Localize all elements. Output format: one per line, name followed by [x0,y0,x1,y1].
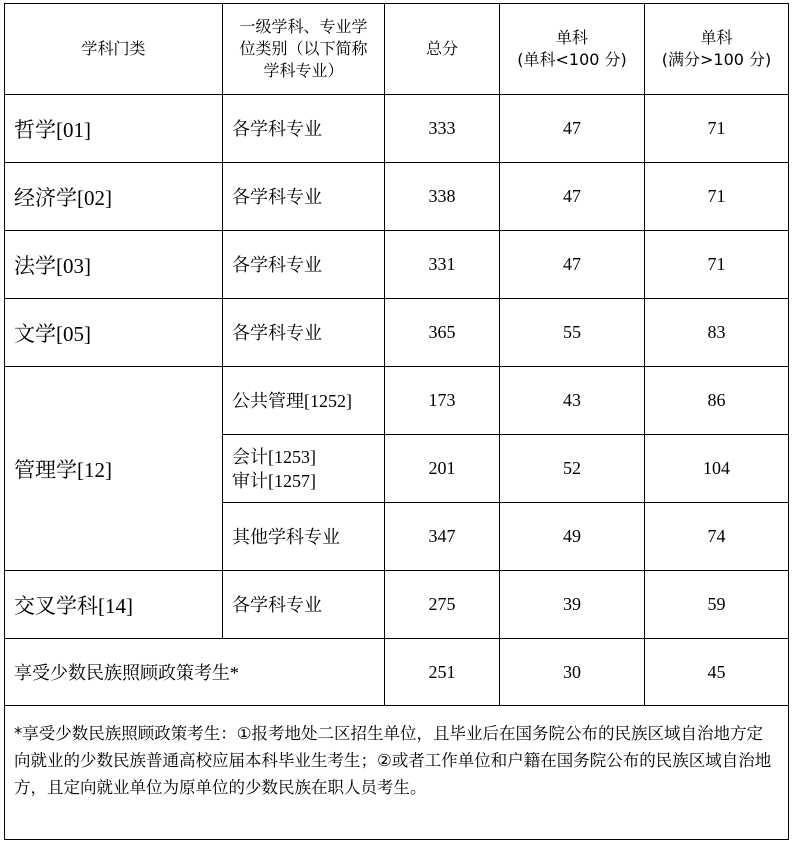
single-lt100-cell: 39 [500,571,645,639]
total-cell: 201 [385,435,500,503]
category-cell-management: 管理学[12] [5,367,223,571]
single-gt100-cell: 71 [645,231,789,299]
discipline-cell: 各学科专业 [223,299,385,367]
table-row [5,299,789,367]
header-category: 学科门类 [5,4,223,95]
category-cell: 交叉学科[14] [5,571,223,639]
single-lt100-cell: 43 [500,367,645,435]
footnote: *享受少数民族照顾政策考生：①报考地处二区招生单位，且毕业后在国务院公布的民族区域自治地方定向就业的少数民族普通高校应届本科毕业生考生；②或者工作单位和户籍在国务院公布的民族区域自治地方，且定向就业单位为原单位的少数民族在职人员考生。 [5,706,789,840]
discipline-cell: 各学科专业 [223,571,385,639]
single-lt100-cell: 47 [500,163,645,231]
single-lt100-cell: 49 [500,503,645,571]
single-lt100-cell: 30 [500,639,645,706]
single-gt100-cell: 71 [645,95,789,163]
minority-row [5,639,789,706]
single-lt100-cell: 52 [500,435,645,503]
total-cell: 331 [385,231,500,299]
single-lt100-cell: 47 [500,231,645,299]
table-row [5,231,789,299]
category-cell: 经济学[02] [5,163,223,231]
header-row [5,4,789,95]
discipline-cell: 会计[1253] 审计[1257] [223,435,385,503]
discipline-cell: 其他学科专业 [223,503,385,571]
discipline-cell: 各学科专业 [223,231,385,299]
single-gt100-cell: 71 [645,163,789,231]
discipline-cell: 各学科专业 [223,95,385,163]
single-lt100-cell: 47 [500,95,645,163]
category-cell: 文学[05] [5,299,223,367]
total-cell: 347 [385,503,500,571]
total-cell: 333 [385,95,500,163]
score-table [4,3,789,840]
single-gt100-cell: 74 [645,503,789,571]
table-row [5,163,789,231]
total-cell: 251 [385,639,500,706]
minority-label: 享受少数民族照顾政策考生* [5,639,385,706]
single-gt100-cell: 83 [645,299,789,367]
discipline-cell: 各学科专业 [223,163,385,231]
single-gt100-cell: 59 [645,571,789,639]
header-single-lt100: 单科 (单科<100 分) [500,4,645,95]
category-cell: 哲学[01] [5,95,223,163]
category-cell: 法学[03] [5,231,223,299]
discipline-cell: 公共管理[1252] [223,367,385,435]
header-discipline: 一级学科、专业学 位类别（以下简称 学科专业） [223,4,385,95]
total-cell: 173 [385,367,500,435]
single-gt100-cell: 104 [645,435,789,503]
total-cell: 338 [385,163,500,231]
total-cell: 275 [385,571,500,639]
table-row [5,571,789,639]
single-gt100-cell: 45 [645,639,789,706]
header-single-gt100: 单科 (满分>100 分) [645,4,789,95]
single-lt100-cell: 55 [500,299,645,367]
footnote-row [5,706,789,840]
header-total: 总分 [385,4,500,95]
total-cell: 365 [385,299,500,367]
table-row [5,95,789,163]
table-row [5,367,789,435]
single-gt100-cell: 86 [645,367,789,435]
